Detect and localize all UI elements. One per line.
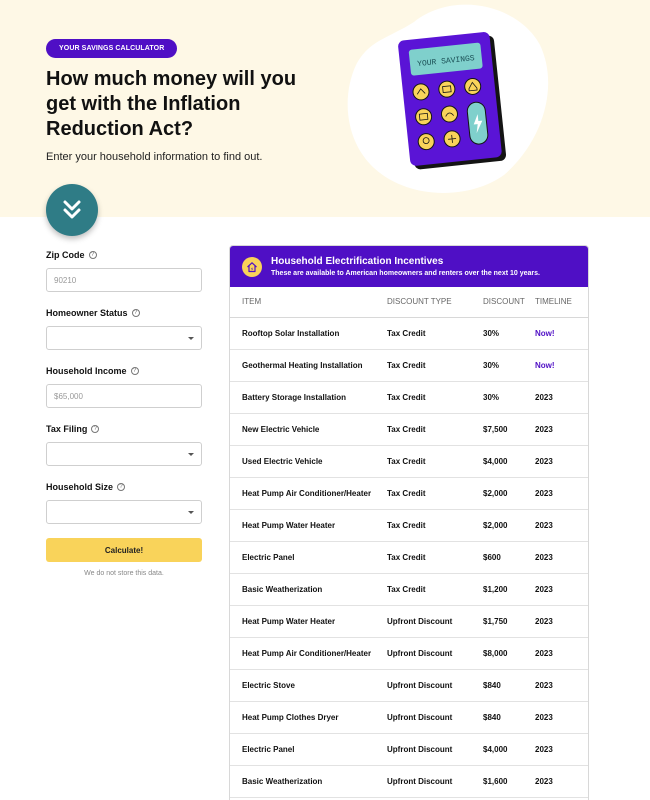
- cell-item: Heat Pump Air Conditioner/Heater: [230, 477, 387, 509]
- column-header-discount-type: DISCOUNT TYPE: [387, 287, 483, 317]
- cell-discount-type: Upfront Discount: [387, 605, 483, 637]
- chevron-down-icon: [188, 337, 194, 340]
- table-row: [230, 541, 588, 573]
- cell-timeline: 2023: [535, 541, 588, 573]
- cell-discount-type: Tax Credit: [387, 541, 483, 573]
- cell-discount: $1,200: [483, 573, 535, 605]
- cell-discount-type: Tax Credit: [387, 573, 483, 605]
- tax-filing-label-text: Tax Filing: [46, 424, 88, 434]
- cell-discount: $2,000: [483, 477, 535, 509]
- table-row: [230, 445, 588, 477]
- cell-timeline: 2023: [535, 445, 588, 477]
- cell-discount-type: Tax Credit: [387, 445, 483, 477]
- calculator-screen-text: YOUR SAVINGS: [416, 54, 476, 70]
- tax-filing-label: [46, 422, 202, 436]
- incentives-title: Household Electrification Incentives: [271, 256, 444, 267]
- table-row: [230, 381, 588, 413]
- homeowner-field-group: [46, 306, 202, 350]
- cell-discount: 30%: [483, 349, 535, 381]
- incentives-subtitle: These are available to American homeowners and renters over the next 10 years.: [271, 270, 540, 277]
- column-header-timeline: TIMELINE: [535, 287, 588, 317]
- cell-discount-type: Upfront Discount: [387, 669, 483, 701]
- cell-item: Electric Stove: [230, 669, 387, 701]
- table-row: [230, 605, 588, 637]
- cell-item: Heat Pump Water Heater: [230, 605, 387, 637]
- cell-item: Basic Weatherization: [230, 765, 387, 797]
- tax-filing-select[interactable]: [46, 442, 202, 466]
- table-row: [230, 765, 588, 797]
- cell-discount: 30%: [483, 381, 535, 413]
- cell-timeline: 2023: [535, 605, 588, 637]
- column-header-discount: DISCOUNT: [483, 287, 535, 317]
- scroll-down-button[interactable]: [46, 184, 98, 236]
- zip-label-text: Zip Code: [46, 250, 85, 260]
- cell-discount: $4,000: [483, 445, 535, 477]
- cell-item: Rooftop Solar Installation: [230, 317, 387, 349]
- cell-item: Heat Pump Clothes Dryer: [230, 701, 387, 733]
- cell-discount: $840: [483, 669, 535, 701]
- income-input-box: [46, 384, 202, 408]
- cell-discount: $1,600: [483, 765, 535, 797]
- homeowner-select[interactable]: [46, 326, 202, 350]
- household-size-label: [46, 480, 202, 494]
- income-label-text: Household Income: [46, 366, 127, 376]
- cell-discount-type: Upfront Discount: [387, 637, 483, 669]
- homeowner-label-text: Homeowner Status: [46, 308, 128, 318]
- incentives-table-card: [229, 245, 589, 800]
- tax-filing-field-group: [46, 422, 202, 466]
- cell-timeline: 2023: [535, 765, 588, 797]
- household-form: [46, 248, 202, 577]
- income-input[interactable]: [47, 385, 201, 407]
- cell-discount-type: Upfront Discount: [387, 701, 483, 733]
- cell-item: Basic Weatherization: [230, 573, 387, 605]
- table-row: [230, 317, 588, 349]
- table-row: [230, 733, 588, 765]
- table-row: [230, 477, 588, 509]
- cell-discount-type: Tax Credit: [387, 509, 483, 541]
- column-header-item: ITEM: [230, 287, 387, 317]
- cell-timeline: 2023: [535, 413, 588, 445]
- cell-discount: $7,500: [483, 413, 535, 445]
- table-row: [230, 701, 588, 733]
- income-label: [46, 364, 202, 378]
- incentives-table: [230, 287, 588, 798]
- cell-timeline: Now!: [535, 317, 588, 349]
- cell-discount-type: Tax Credit: [387, 477, 483, 509]
- cell-timeline: 2023: [535, 573, 588, 605]
- zip-input-box: [46, 268, 202, 292]
- cell-timeline: 2023: [535, 477, 588, 509]
- zip-input[interactable]: [47, 269, 201, 291]
- cell-timeline: 2023: [535, 637, 588, 669]
- cell-timeline: Now!: [535, 349, 588, 381]
- table-row: [230, 509, 588, 541]
- chevron-double-down-icon: [61, 199, 83, 221]
- cell-item: Geothermal Heating Installation: [230, 349, 387, 381]
- cell-discount: $8,000: [483, 637, 535, 669]
- cell-discount-type: Tax Credit: [387, 349, 483, 381]
- privacy-note: We do not store this data.: [84, 570, 164, 577]
- house-icon: [242, 257, 262, 277]
- help-icon[interactable]: ?: [131, 367, 139, 375]
- cell-discount: $1,750: [483, 605, 535, 637]
- cell-timeline: 2023: [535, 701, 588, 733]
- cell-timeline: 2023: [535, 509, 588, 541]
- cell-item: Heat Pump Air Conditioner/Heater: [230, 637, 387, 669]
- page-title: How much money will you get with the Inflation Reduction Act?: [46, 68, 297, 140]
- help-icon[interactable]: ?: [89, 251, 97, 259]
- cell-item: Battery Storage Installation: [230, 381, 387, 413]
- household-size-select[interactable]: [46, 500, 202, 524]
- table-row: [230, 413, 588, 445]
- cell-discount-type: Tax Credit: [387, 381, 483, 413]
- chevron-down-icon: [188, 453, 194, 456]
- cell-discount: $840: [483, 701, 535, 733]
- table-row: [230, 637, 588, 669]
- table-header-row: [230, 287, 588, 317]
- calculator-badge: YOUR SAVINGS CALCULATOR: [46, 39, 177, 58]
- cell-discount: $2,000: [483, 509, 535, 541]
- cell-item: Electric Panel: [230, 733, 387, 765]
- zip-field-group: [46, 248, 202, 292]
- cell-discount-type: Tax Credit: [387, 413, 483, 445]
- table-row: [230, 669, 588, 701]
- incentives-header: [230, 246, 588, 287]
- cell-timeline: 2023: [535, 381, 588, 413]
- table-row: [230, 349, 588, 381]
- cell-item: Electric Panel: [230, 541, 387, 573]
- cell-item: Heat Pump Water Heater: [230, 509, 387, 541]
- hero-section: [0, 0, 650, 217]
- cell-discount-type: Upfront Discount: [387, 733, 483, 765]
- cell-discount-type: Upfront Discount: [387, 765, 483, 797]
- page-subtitle: Enter your household information to find out.: [46, 151, 263, 163]
- calculator-illustration: [344, 0, 550, 200]
- help-icon[interactable]: ?: [91, 425, 99, 433]
- table-row: [230, 573, 588, 605]
- cell-discount-type: Tax Credit: [387, 317, 483, 349]
- cell-item: New Electric Vehicle: [230, 413, 387, 445]
- household-size-field-group: [46, 480, 202, 524]
- cell-discount: $600: [483, 541, 535, 573]
- income-field-group: [46, 364, 202, 408]
- household-size-label-text: Household Size: [46, 482, 114, 492]
- calculate-button[interactable]: Calculate!: [46, 538, 202, 562]
- chevron-down-icon: [188, 511, 194, 514]
- homeowner-label: [46, 306, 202, 320]
- cell-timeline: 2023: [535, 733, 588, 765]
- cell-discount: $4,000: [483, 733, 535, 765]
- cell-discount: 30%: [483, 317, 535, 349]
- cell-item: Used Electric Vehicle: [230, 445, 387, 477]
- help-icon[interactable]: ?: [132, 309, 140, 317]
- help-icon[interactable]: ?: [117, 483, 125, 491]
- zip-label: [46, 248, 202, 262]
- cell-timeline: 2023: [535, 669, 588, 701]
